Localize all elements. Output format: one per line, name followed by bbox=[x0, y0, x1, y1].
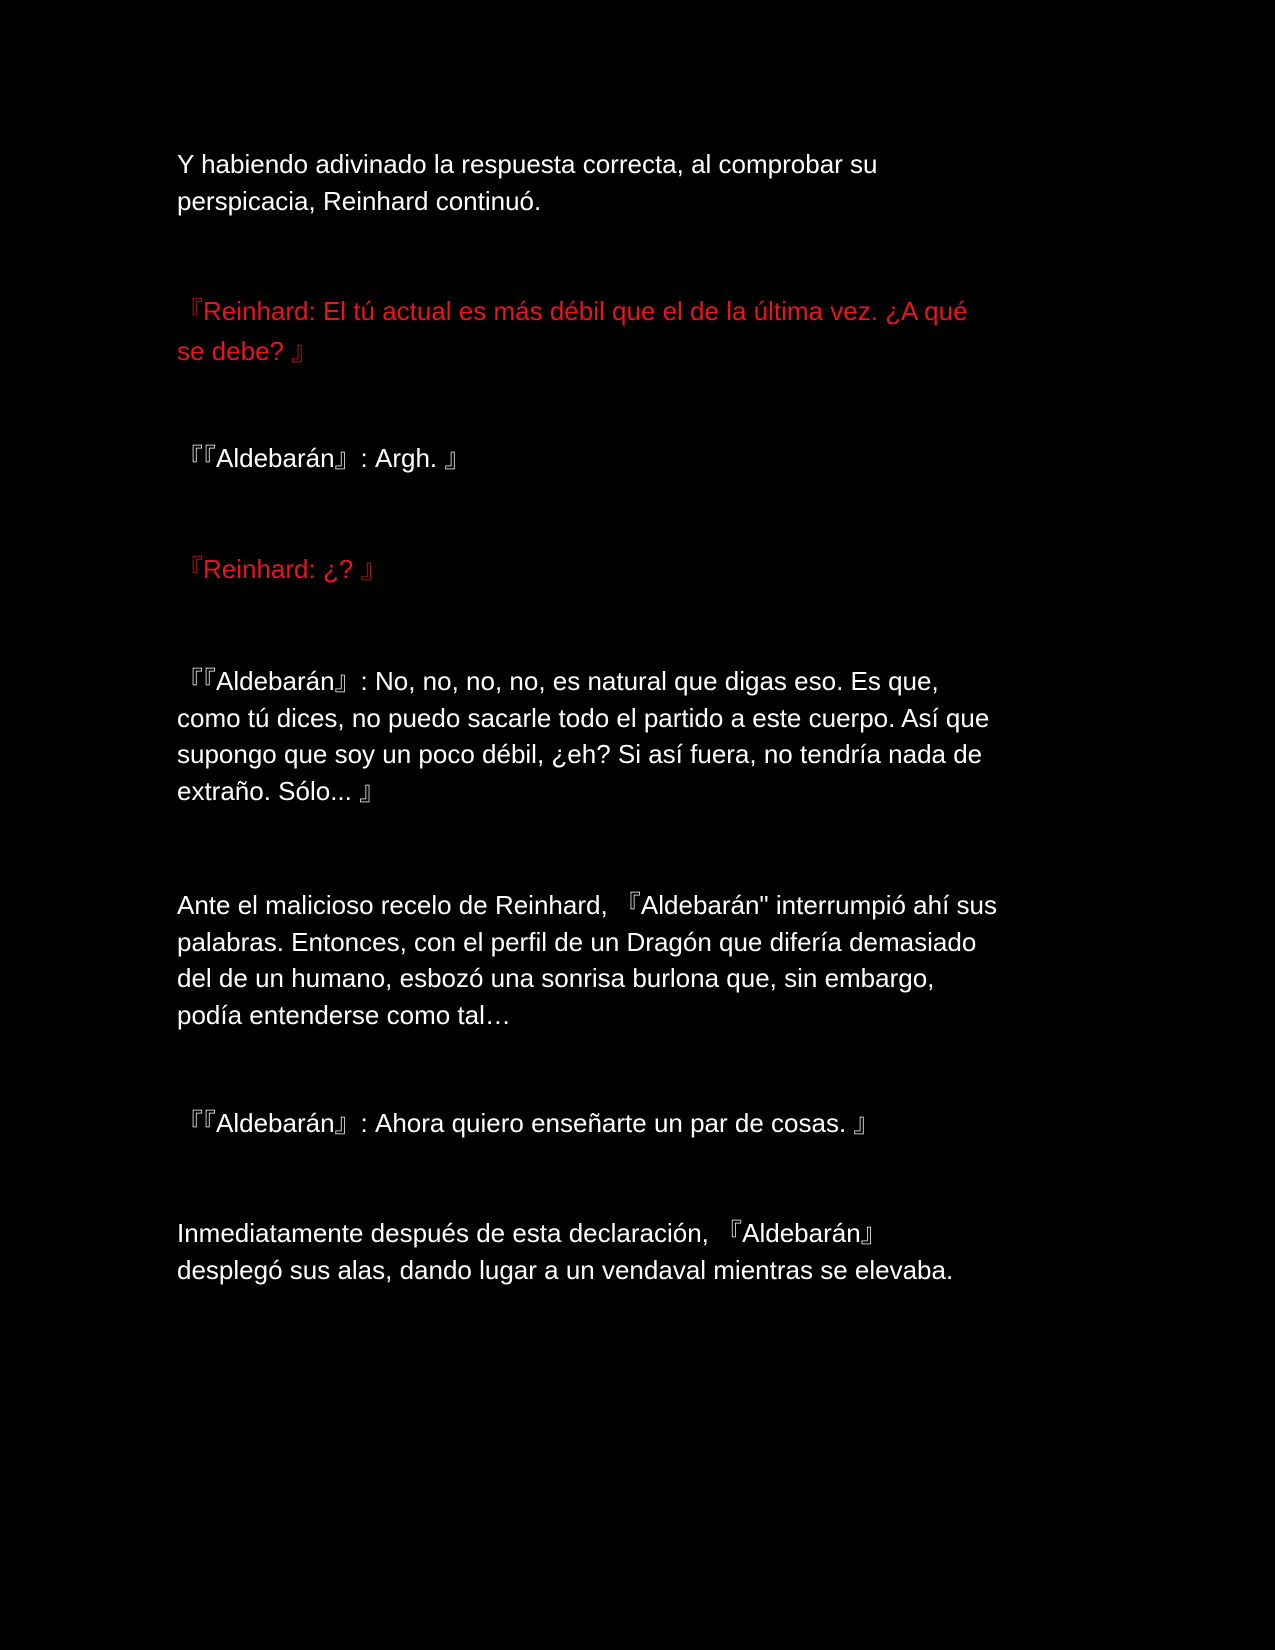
text-line: 『『Aldebarán』: No, no, no, no, es natural que digas eso. Es que, bbox=[177, 666, 939, 696]
text-line: podía entenderse como tal… bbox=[177, 999, 511, 1030]
text-line: Ante el malicioso recelo de Reinhard, 『Aldebarán" interrumpió ahí sus bbox=[177, 890, 997, 920]
narration-paragraph-3 bbox=[177, 1215, 1107, 1288]
aldebaran-dialogue-1 bbox=[177, 440, 1107, 477]
reinhard-dialogue-1 bbox=[177, 291, 1107, 371]
text-line: extraño. Sólo... 』 bbox=[177, 775, 386, 806]
text-line: Inmediatamente después de esta declaración, 『Aldebarán』 bbox=[177, 1218, 887, 1248]
narration-paragraph-2 bbox=[177, 887, 1107, 1033]
text-line: desplegó sus alas, dando lugar a un vendaval mientras se elevaba. bbox=[177, 1254, 954, 1285]
text-line: del de un humano, esbozó una sonrisa burlona que, sin embargo, bbox=[177, 963, 935, 993]
text-line: Y habiendo adivinado la respuesta correcta, al comprobar su bbox=[177, 149, 878, 179]
text-line: palabras. Entonces, con el perfil de un Dragón que difería demasiado bbox=[177, 926, 977, 957]
text-line: 『『Aldebarán』: Ahora quiero enseñarte un par de cosas. 』 bbox=[177, 1108, 880, 1138]
text-line: perspicacia, Reinhard continuó. bbox=[177, 185, 542, 216]
reinhard-dialogue-2 bbox=[177, 551, 1107, 588]
aldebaran-dialogue-3 bbox=[177, 1105, 1107, 1142]
text-line: 『Reinhard: ¿? 』 bbox=[177, 554, 387, 584]
text-line: 『Reinhard: El tú actual es más débil que el de la última vez. ¿A qué bbox=[177, 296, 968, 326]
narration-paragraph-1 bbox=[177, 146, 1107, 219]
text-line: supongo que soy un poco débil, ¿eh? Si así fuera, no tendría nada de bbox=[177, 739, 983, 769]
aldebaran-dialogue-2 bbox=[177, 663, 1107, 809]
text-line: se debe? 』 bbox=[177, 336, 318, 366]
text-line: 『『Aldebarán』: Argh. 』 bbox=[177, 443, 471, 473]
text-line: como tú dices, no puedo sacarle todo el partido a este cuerpo. Así que bbox=[177, 702, 990, 733]
